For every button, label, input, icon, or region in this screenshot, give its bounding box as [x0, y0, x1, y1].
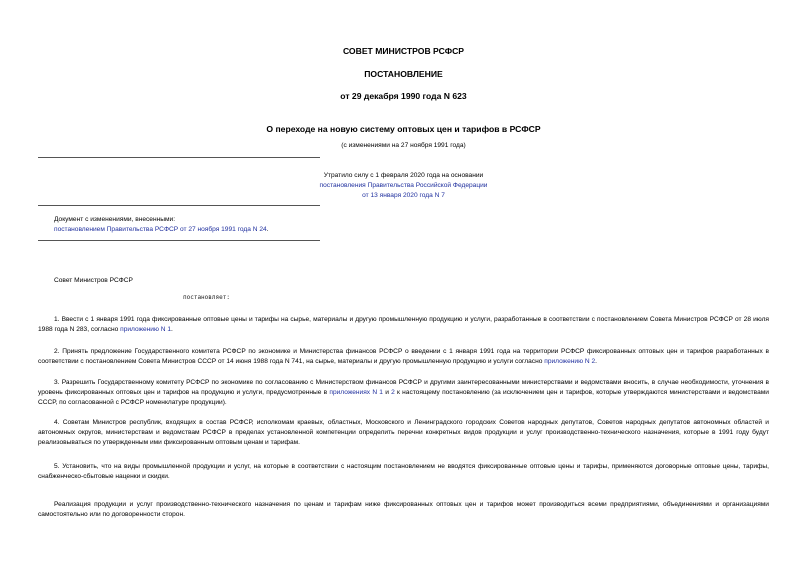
- appendix-1-link[interactable]: приложению N 1: [120, 326, 172, 333]
- preamble: Совет Министров РСФСР: [54, 277, 133, 284]
- paragraph-1: 1. Ввести с 1 января 1991 года фиксированные оптовые цены и тарифы на сырье, материалы и другую промышленную продукцию и услуги, разработанные в соответствии с постановлением Совета Министров РСФСР от 28 июля 1988 года N 283, согласно приложению N 1.: [38, 316, 769, 333]
- amendment-note: (с изменениями на 27 ноября 1991 года): [341, 142, 466, 149]
- validity-text: Утратило силу с 1 февраля 2020 года на основании: [323, 172, 484, 179]
- changes-block: Документ с изменениями, внесенными: постановлением Правительства РСФСР от 27 ноября 1991 года N 24.: [54, 215, 354, 235]
- paragraph-2: 2. Принять предложение Государственного комитета РСФСР по экономике и Министерства финансов РСФСР о введении с 1 января 1991 года на территории РСФСР фиксированных оптовых цен и тарифов разработанных в соответствии с постановлением Совета Министров СССР от 14 июня 1988 года N 741, на сырье, материалы и другую промышленную продукцию и услуги согласно приложению N 2.: [38, 348, 769, 365]
- resolves-word: постановляет:: [183, 294, 230, 301]
- divider: [38, 240, 320, 241]
- validity-link-date[interactable]: от 13 января 2020 года N 7: [362, 192, 445, 199]
- appendix-2-link[interactable]: приложению N 2: [544, 358, 596, 365]
- doc-date: от 29 декабря 1990 года N 623: [340, 91, 467, 101]
- divider: [38, 157, 320, 158]
- paragraph-3: 3. Разрешить Государственному комитету РСФСР по экономике по согласованию с Министерством финансов РСФСР и другими заинтересованными министерствами и ведомствами вносить, в случае необходимости, уточнения в уровень фиксированных оптовых цен и тарифов на продукцию и услуги, предусмотренные в приложениях N 1 и 2 к настоящему постановлению (за исключением цен и тарифов, которые утверждаются министерствами и ведомствами СССР, по согласованной с РСФСР номенклатуре продукции).: [38, 379, 769, 406]
- appendix-2-short-link[interactable]: 2: [391, 389, 395, 396]
- appendices-1-link[interactable]: приложениях N 1: [329, 389, 383, 396]
- paragraph-5: 5. Установить, что на виды промышленной продукции и услуг, на которые в соответствии с настоящим постановлением не вводятся фиксированные оптовые цены и тарифы, применяются договорные оптовые цены, тарифы, снабженческо-сбытовые наценки и скидки.: [38, 463, 769, 480]
- doc-title: О переходе на новую систему оптовых цен и тарифов в РСФСР: [266, 124, 541, 134]
- validity-block: [0, 171, 807, 201]
- doc-type: ПОСТАНОВЛЕНИЕ: [364, 69, 443, 79]
- validity-link-decree[interactable]: постановления Правительства Российской Федерации: [319, 182, 488, 189]
- paragraph-4: 4. Советам Министров республик, входящих в состав РСФСР, исполкомам краевых, областных, Московского и Ленинградского городских Советов народных депутатов, Советов народных депутатов автономных областей и автономных округов, министерствам и ведомствам РСФСР в пределах установленной компетенции определить перечни конкретных видов продукции и услуг производственно-технического назначения, которые в 1991 году будут реализовываться по утвержденным ими фиксированным оптовым ценам и тарифам.: [38, 419, 769, 446]
- changes-link[interactable]: постановлением Правительства РСФСР от 27 ноября 1991 года N 24: [54, 226, 267, 233]
- paragraph-6: Реализация продукции и услуг производственно-технического назначения по ценам и тарифам ниже фиксированных оптовых цен и тарифов может производиться всеми предприятиями, объединениями и организациями самостоятельно или по договоренности сторон.: [38, 501, 769, 518]
- org-name: СОВЕТ МИНИСТРОВ РСФСР: [342, 46, 465, 56]
- changes-intro: Документ с изменениями, внесенными:: [54, 216, 176, 223]
- divider: [38, 205, 320, 206]
